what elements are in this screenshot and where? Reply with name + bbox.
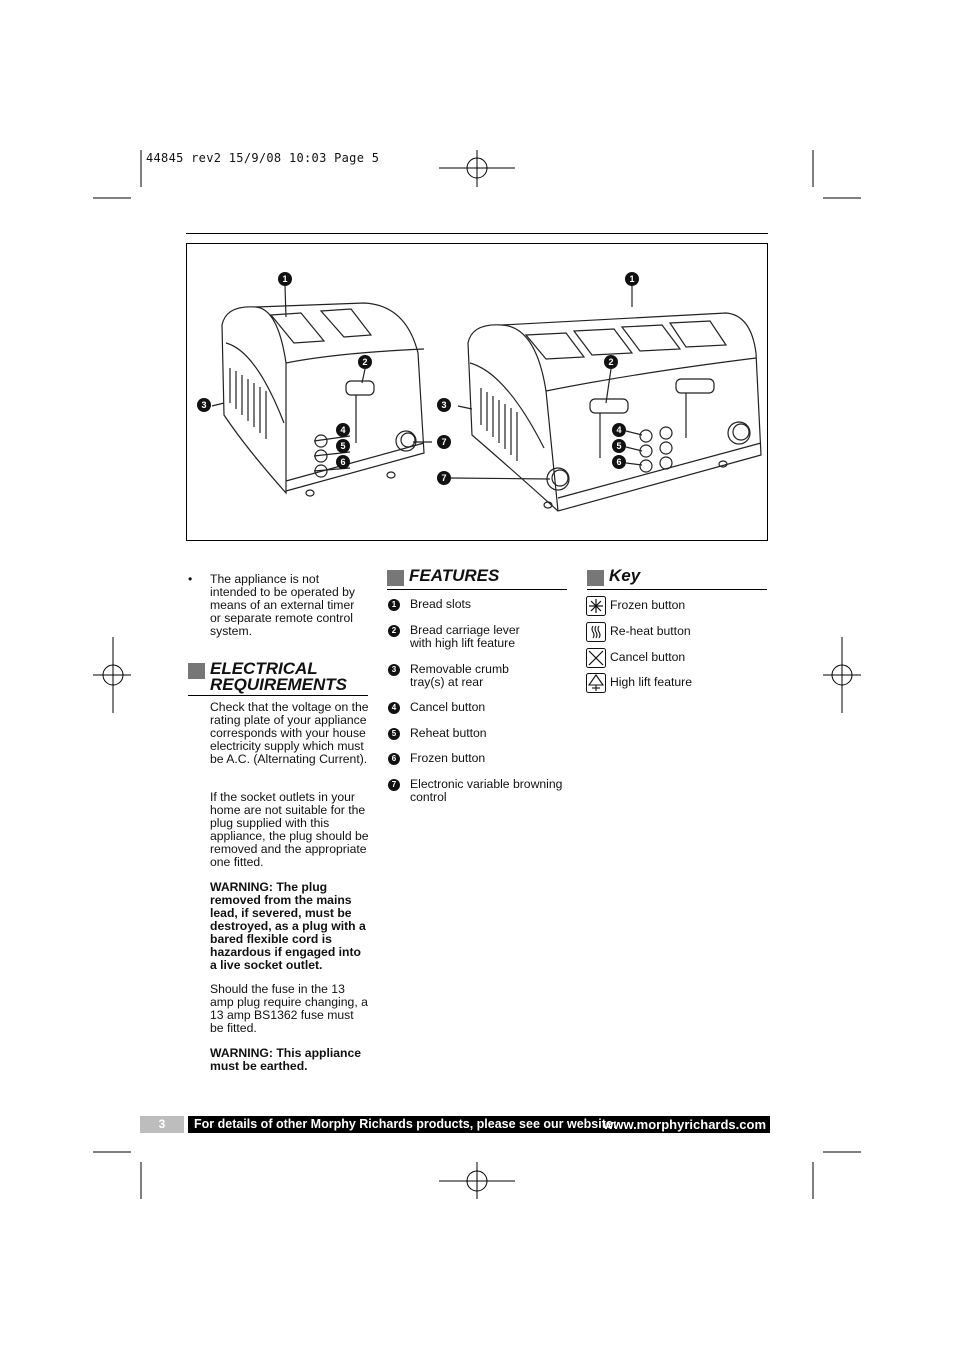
feature-item bbox=[388, 701, 568, 715]
callout-3-two-slice: 3 bbox=[197, 398, 211, 412]
header-rule bbox=[186, 233, 768, 234]
earthed-warning: WARNING: This appliance must be earthed. bbox=[210, 1046, 362, 1073]
feature-label: Reheat button bbox=[410, 726, 487, 740]
electrical-title-line1: ELECTRICAL bbox=[210, 659, 318, 678]
snowflake-icon bbox=[586, 596, 606, 616]
key-title: Key bbox=[609, 566, 641, 585]
key-item bbox=[586, 624, 766, 644]
heading-underline bbox=[387, 589, 567, 590]
key-label: Cancel button bbox=[610, 650, 686, 664]
heading-square bbox=[387, 570, 404, 586]
feature-number: 7 bbox=[388, 779, 400, 791]
key-item bbox=[586, 650, 766, 670]
callout-6-four-slice: 6 bbox=[612, 455, 626, 469]
feature-number: 5 bbox=[388, 728, 400, 740]
feature-number: 6 bbox=[388, 753, 400, 765]
callout-2-four-slice: 2 bbox=[604, 355, 618, 369]
feature-item bbox=[388, 598, 568, 612]
electrical-title bbox=[210, 661, 347, 693]
electrical-title-line2: REQUIREMENTS bbox=[210, 675, 347, 694]
footer-text: For details of other Morphy Richards products, please see our website: bbox=[194, 1117, 618, 1131]
feature-label: Cancel button bbox=[410, 700, 486, 714]
key-item bbox=[586, 675, 766, 695]
callout-3-four-slice: 3 bbox=[437, 398, 451, 412]
features-title: FEATURES bbox=[409, 566, 500, 585]
reheat-icon bbox=[586, 622, 606, 642]
feature-item bbox=[388, 778, 568, 806]
safety-bullet-text: The appliance is not intended to be operated by means of an external timer or separate remote control system. bbox=[210, 572, 356, 638]
page-number: 3 bbox=[140, 1116, 184, 1133]
feature-number: 4 bbox=[388, 702, 400, 714]
feature-label: Frozen button bbox=[410, 751, 486, 765]
heading-square bbox=[188, 663, 205, 679]
callout-2-two-slice: 2 bbox=[358, 355, 372, 369]
toaster-illustrations bbox=[186, 243, 768, 541]
feature-item bbox=[388, 752, 568, 766]
footer-website-link[interactable]: www.morphyrichards.com bbox=[603, 1117, 766, 1132]
four-slice-toaster bbox=[468, 313, 761, 511]
callout-7-four-slice: 7 bbox=[437, 471, 451, 485]
plug-warning: WARNING: The plug removed from the mains lead, if severed, must be destroyed, as a plug with a bared flexible cord is hazardous if engaged into a live socket outlet. bbox=[210, 880, 366, 972]
callout-5-four-slice: 5 bbox=[612, 439, 626, 453]
features-heading bbox=[387, 568, 567, 588]
feature-item bbox=[388, 624, 568, 652]
fuse-paragraph: Should the fuse in the 13 amp plug require changing, a 13 amp BS1362 fuse must be fitted. bbox=[210, 982, 368, 1035]
feature-item bbox=[388, 663, 568, 691]
callout-5-two-slice: 5 bbox=[336, 439, 350, 453]
callout-1-two-slice: 1 bbox=[278, 272, 292, 286]
high-lift-icon bbox=[586, 673, 606, 693]
socket-paragraph: If the socket outlets in your home are not suitable for the plug supplied with this appliance, the plug should be removed and the appropriate one fitted. bbox=[210, 790, 369, 869]
feature-number: 2 bbox=[388, 625, 400, 637]
key-label: Frozen button bbox=[610, 598, 686, 612]
key-label: High lift feature bbox=[610, 675, 692, 689]
feature-number: 3 bbox=[388, 664, 400, 676]
voltage-paragraph: Check that the voltage on the rating plate of your appliance corresponds with your house electricity supply which must be A.C. (Alternating Current). bbox=[210, 700, 369, 766]
footer-banner bbox=[188, 1116, 770, 1133]
feature-label: Electronic variable browning control bbox=[410, 777, 563, 804]
heading-underline bbox=[188, 695, 368, 696]
feature-item bbox=[388, 727, 568, 741]
feature-label: Bread slots bbox=[410, 597, 471, 611]
cancel-x-icon bbox=[586, 648, 606, 668]
print-slug: 44845 rev2 15/9/08 10:03 Page 5 bbox=[146, 151, 380, 165]
key-label: Re-heat button bbox=[610, 624, 691, 638]
feature-label: Removable crumb tray(s) at rear bbox=[410, 662, 509, 689]
key-item bbox=[586, 598, 766, 618]
feature-number: 1 bbox=[388, 599, 400, 611]
callout-4-four-slice: 4 bbox=[612, 423, 626, 437]
callout-6-two-slice: 6 bbox=[336, 455, 350, 469]
electrical-requirements-heading bbox=[188, 661, 368, 695]
heading-underline bbox=[587, 589, 767, 590]
two-slice-toaster bbox=[222, 303, 424, 496]
callout-4-two-slice: 4 bbox=[336, 423, 350, 437]
key-heading bbox=[587, 568, 767, 588]
feature-label: Bread carriage lever with high lift feature bbox=[410, 623, 520, 650]
callout-1-four-slice: 1 bbox=[625, 272, 639, 286]
heading-square bbox=[587, 570, 604, 586]
callout-7-two-slice: 7 bbox=[437, 435, 451, 449]
bullet-dot: • bbox=[188, 572, 193, 586]
